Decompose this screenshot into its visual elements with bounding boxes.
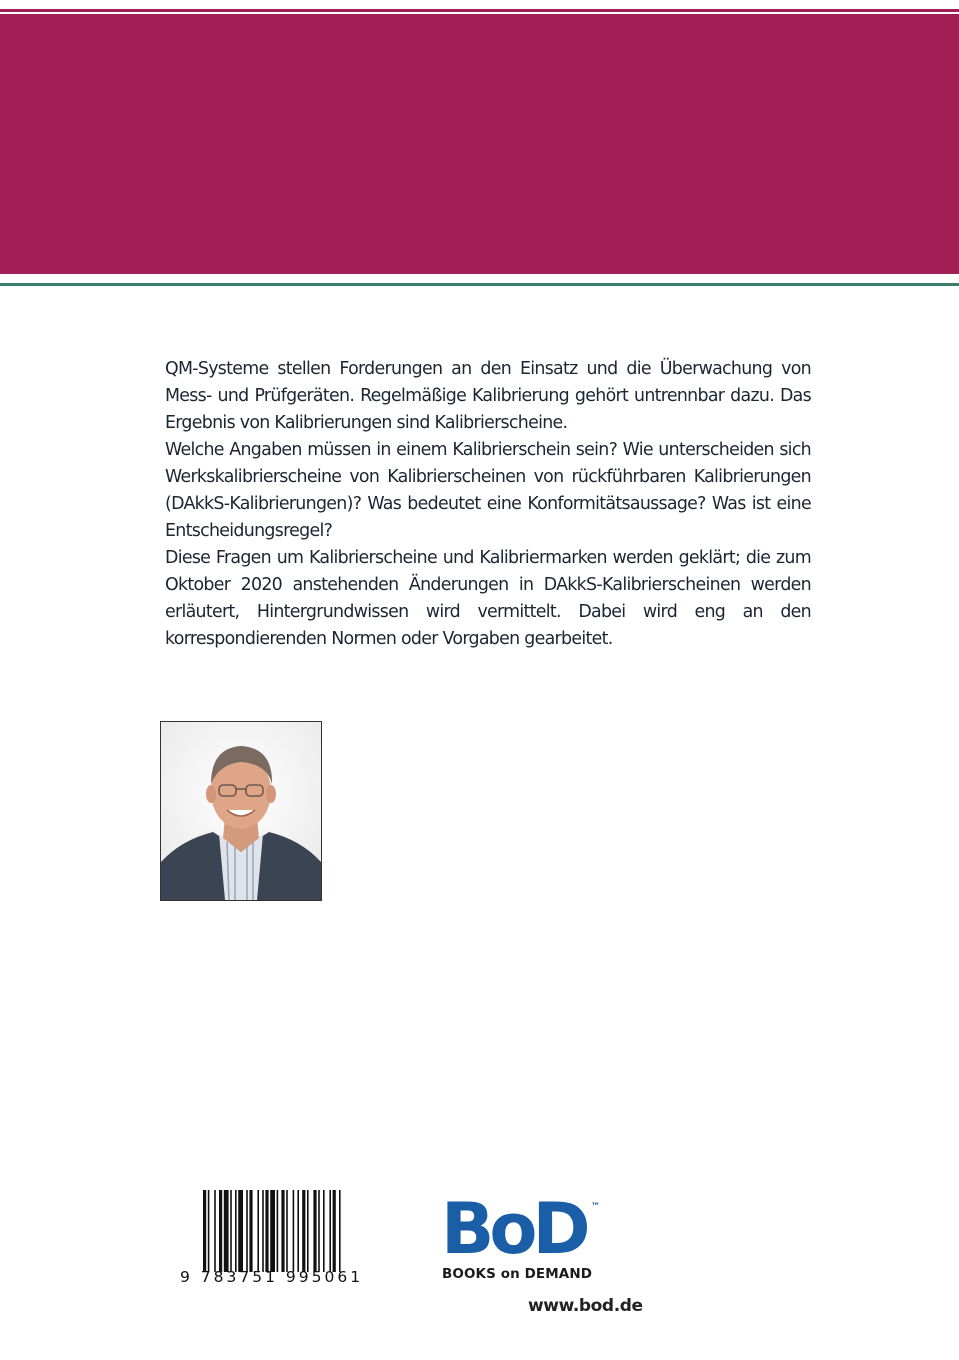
author-photo <box>160 721 322 901</box>
bod-logo-mark: BoD <box>441 1188 586 1270</box>
blurb-paragraph-2: Welche Angaben müssen in einem Kalibrierschein sein? Wie unterscheiden sich Werkskalibrierscheine von Kalibrierscheinen von rückführbaren Kalibrierungen (DAkkS-Kalibrierungen)? Was bedeutet eine Konformitätsaussage? Was ist eine Entscheidungsregel? <box>165 440 811 541</box>
barcode-icon <box>203 1190 389 1272</box>
publisher-tagline: BOOKS on DEMAND <box>442 1266 593 1282</box>
cover-banner <box>0 14 959 274</box>
top-rule <box>0 9 959 12</box>
isbn-barcode <box>180 1190 392 1290</box>
back-cover-blurb <box>165 356 811 653</box>
publisher-url: www.bod.de <box>528 1296 643 1316</box>
blurb-paragraph-3: Diese Fragen um Kalibrierscheine und Kalibriermarken werden geklärt; die zum Oktober 2020 anstehenden Änderungen in DAkkS-Kalibrierscheinen werden erläutert, Hintergrundwissen wird vermittelt. Dabei wird eng an den korrespondierenden Normen oder Vorgaben gearbeitet. <box>165 548 811 649</box>
accent-rule <box>0 283 959 286</box>
isbn-number: 9 783751 995061 <box>180 1268 364 1286</box>
publisher-logo <box>441 1188 613 1286</box>
trademark-symbol: ™ <box>591 1202 600 1212</box>
blurb-paragraph-1: QM-Systeme stellen Forderungen an den Einsatz und die Überwachung von Mess- und Prüfgeräten. Regelmäßige Kalibrierung gehört untrennbar dazu. Das Ergebnis von Kalibrierungen sind Kalibrierscheine. <box>165 359 811 433</box>
author-portrait-icon <box>161 722 321 900</box>
